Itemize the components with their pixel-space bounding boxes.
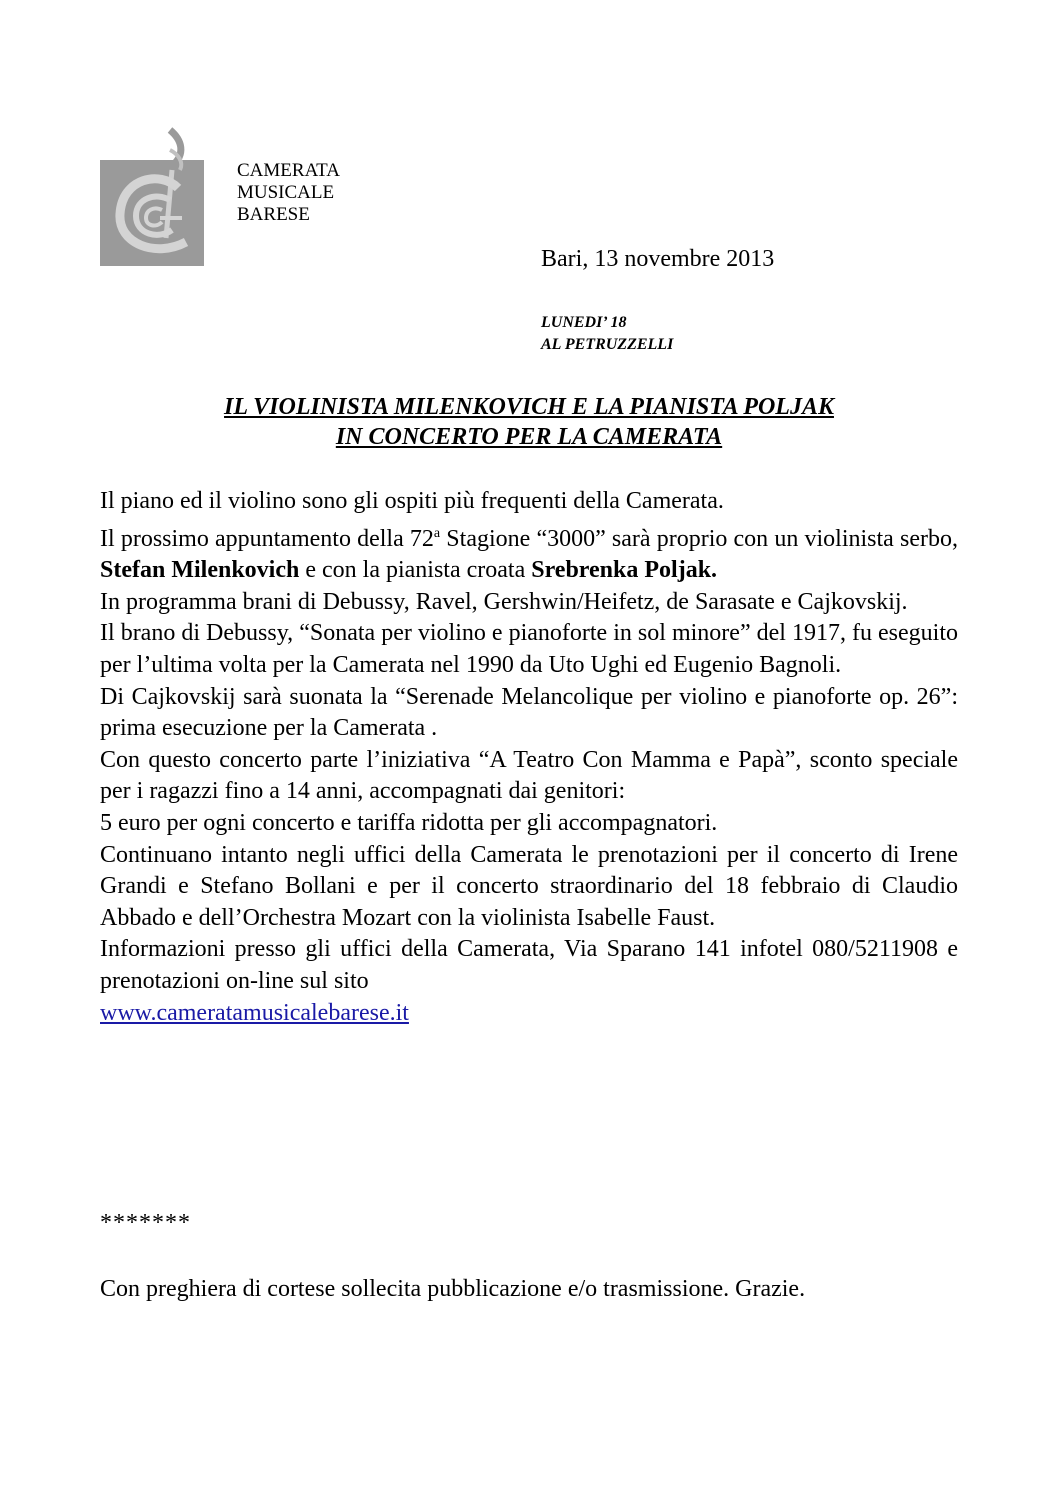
camerata-logo-icon — [100, 126, 204, 266]
text-span: Stagione “3000” sarà proprio con un violinista serbo, — [440, 525, 958, 552]
paragraph — [100, 998, 958, 1030]
separator: ******* — [100, 1210, 191, 1236]
org-line: CAMERATA — [237, 160, 340, 181]
text-span: e con la pianista croata — [299, 557, 532, 584]
paragraph: Informazioni presso gli uffici della Camerata, Via Sparano 141 infotel 080/5211908 e prenotazioni on-line sul sito — [100, 936, 958, 994]
org-line: MUSICALE — [237, 182, 335, 203]
paragraph: Continuano intanto negli uffici della Camerata le prenotazioni per il concerto di Irene Grandi e Stefano Bollani e per il concerto straordinario del 18 febbraio di Claudio Abbado e dell’Orchestra Mozart con la violinista Isabelle Faust. — [100, 841, 958, 931]
event-day: LUNEDI’ 18 — [541, 314, 627, 331]
paragraph: Di Cajkovskij sarà suonata la “Serenade Melancolique per violino e pianoforte op. 26”: prima esecuzione per la Camerata . — [100, 683, 958, 742]
press-release-body — [100, 486, 958, 1029]
headline-line-1: IL VIOLINISTA MILENKOVICH E LA PIANISTA POLJAK — [224, 394, 834, 420]
org-line: BARESE — [237, 204, 310, 225]
paragraph: Il piano ed il violino sono gli ospiti più frequenti della Camerata. — [100, 488, 724, 514]
event-venue: AL PETRUZZELLI — [541, 336, 674, 353]
organization-name — [237, 160, 340, 226]
closing-note: Con preghiera di cortese sollecita pubblicazione e/o trasmissione. Grazie. — [100, 1276, 806, 1302]
letter-date: Bari, 13 novembre 2013 — [541, 246, 775, 272]
paragraph: In programma brani di Debussy, Ravel, Gershwin/Heifetz, de Sarasate e Cajkovskij. — [100, 588, 908, 615]
paragraph: Con questo concerto parte l’iniziativa “A Teatro Con Mamma e Papà”, sconto speciale per i ragazzi fino a 14 anni, accompagnati dai genitori: — [100, 746, 958, 805]
headline-line-2: IN CONCERTO PER LA CAMERATA — [335, 424, 723, 450]
headline — [100, 392, 958, 452]
superscript: a — [433, 525, 441, 541]
paragraph: Il brano di Debussy, “Sonata per violino e pianoforte in sol minore” del 1917, fu eseguito per l’ultima volta per la Camerata nel 1990 da Uto Ughi ed Eugenio Bagnoli. — [100, 620, 958, 678]
event-info — [541, 312, 673, 356]
text-span: Il prossimo appuntamento della 72 — [100, 525, 434, 552]
website-link[interactable]: www.cameratamusicalebarese.it — [100, 999, 409, 1026]
violinist-name: Stefan Milenkovich — [100, 557, 300, 584]
pianist-name: Srebrenka Poljak. — [531, 557, 718, 584]
paragraph: 5 euro per ogni concerto e tariffa ridotta per gli accompagnatori. — [100, 809, 718, 836]
paragraph — [100, 518, 958, 587]
